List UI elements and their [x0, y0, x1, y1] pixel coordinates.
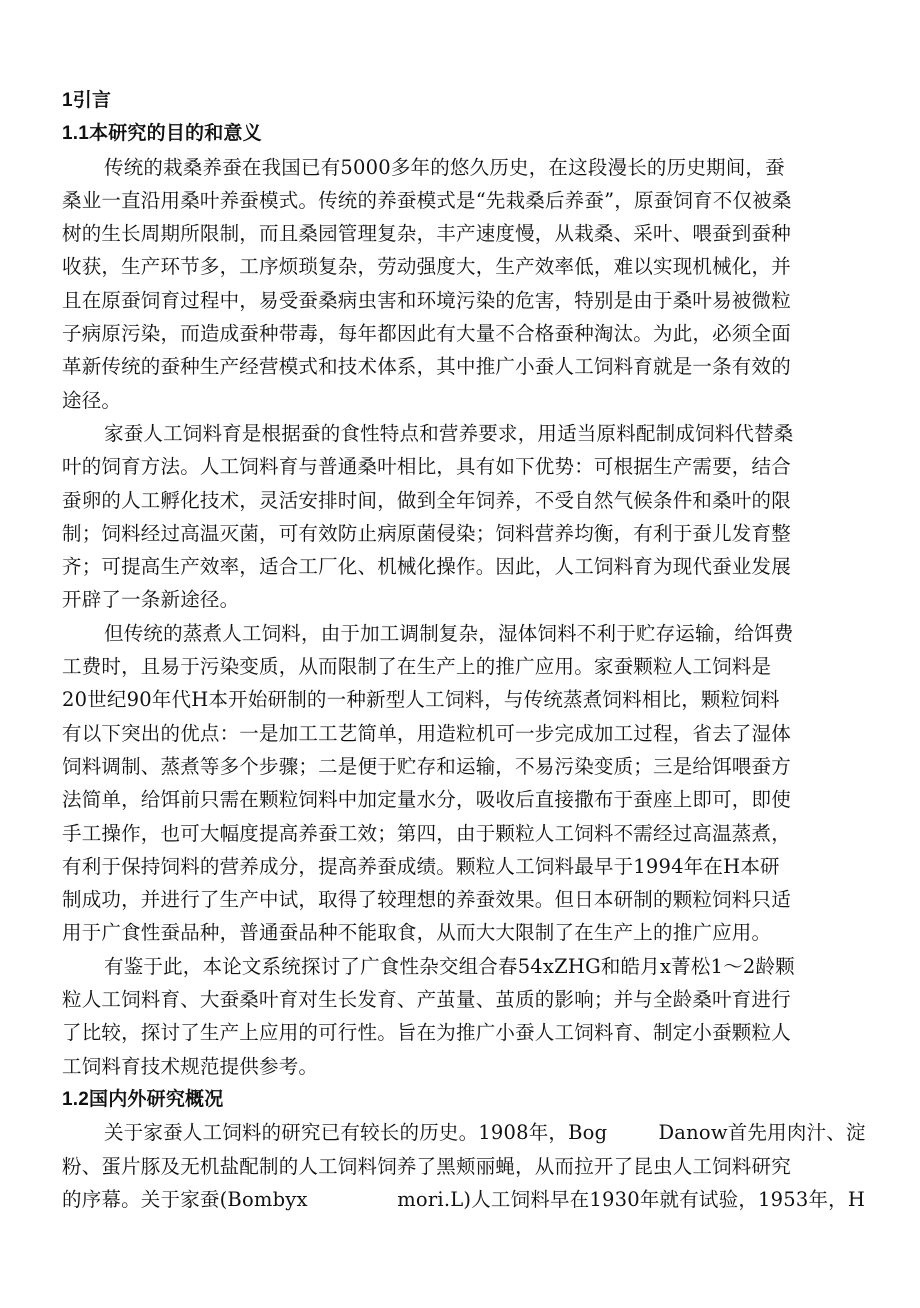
paragraph-line: 用于广食性蚕品种，普通蚕品种不能取食，从而大大限制了在生产上的推广应用。: [62, 921, 772, 945]
paragraph-line: 法简单，给饵前只需在颗粒饲料中加定量水分，吸收后直接撒布于蚕座上即可，即使: [62, 788, 791, 812]
paragraph-line: 粒人工饲料育、大蚕桑叶育对生长发育、产茧量、茧质的影响；并与全龄桑叶育进行: [62, 988, 791, 1012]
paragraph-line: 手工操作，也可大幅度提高养蚕工效；第四，由于颗粒人工饲料不需经过高温蒸煮，: [62, 821, 791, 845]
paragraph-line: 但传统的蒸煮人工饲料，由于加工调制复杂，湿体饲料不利于贮存运输，给饵费: [104, 621, 794, 645]
paragraph-line: 关于家蚕人工饲料的研究已有较长的历史。1908年，Bog Danow首先用肉汁、淀: [104, 1121, 866, 1145]
paragraph-line: 20世纪90年代H本开始研制的一种新型人工饲料，与传统蒸煮饲料相比，颗粒饲料: [62, 688, 780, 712]
paragraph-line: 的序幕。关于家蚕(Bombyx mori.L)人工饲料早在1930年就有试验，1953年，H: [62, 1187, 866, 1211]
paragraph-line: 有鉴于此，本论文系统探讨了广食性杂交组合春54xZHG和皓月x菁松1～2龄颗: [104, 954, 795, 978]
paragraph-line: 革新传统的蚕种生产经营模式和技术体系，其中推广小蚕人工饲料育就是一条有效的: [62, 355, 791, 379]
heading-text: 1引言: [62, 90, 112, 111]
paragraph-line: 制成功，并进行了生产中试，取得了较理想的养蚕效果。但日本研制的颗粒饲料只适: [62, 888, 791, 912]
paragraph-line: 蚕卵的人工孵化技术，灵活安排时间，做到全年饲养，不受自然气候条件和桑叶的限: [62, 488, 791, 512]
paragraph-line: 且在原蚕饲育过程中，易受蚕桑病虫害和环境污染的危害，特别是由于桑叶易被微粒: [62, 288, 791, 312]
paragraph-line: 传统的栽桑养蚕在我国已有5000多年的悠久历史，在这段漫长的历史期间，蚕: [104, 155, 785, 179]
paragraph-line: 子病原污染，而造成蚕种带毒，每年都因此有大量不合格蚕种淘汰。为此，必须全面: [62, 322, 791, 346]
paragraph-line: 开辟了一条新途径。: [62, 588, 240, 612]
section-1-2-heading: [62, 1083, 862, 1116]
paragraph-line: 制；饲料经过高温灭菌，可有效防止病原菌侵染；饲料营养均衡，有利于蚕儿发育整: [62, 521, 791, 545]
paragraph-2: [62, 417, 862, 617]
paragraph-line: 桑业一直沿用桑叶养蚕模式。传统的养蚕模式是“先栽桑后养蚕”，原蚕饲育不仅被桑: [62, 188, 792, 212]
paragraph-line: 叶的饲育方法。人工饲料育与普通桑叶相比，具有如下优势：可根据生产需要，结合: [62, 455, 791, 479]
paragraph-1: [62, 151, 862, 417]
section-1-heading: [62, 84, 862, 117]
paragraph-line: 饲料调制、蒸煮等多个步骤；二是便于贮存和运输，不易污染变质；三是给饵喂蚕方: [62, 754, 791, 778]
paragraph-4: [62, 950, 862, 1083]
paragraph-line: 粉、蛋片豚及无机盐配制的人工饲料饲养了黑颊丽蝇，从而拉开了昆虫人工饲料研究: [62, 1154, 791, 1178]
paragraph-3: [62, 617, 862, 950]
paragraph-line: 家蚕人工饲料育是根据蚕的食性特点和营养要求，用适当原料配制成饲料代替桑: [104, 421, 794, 445]
heading-text: 1.2国内外研究概况: [62, 1088, 224, 1110]
paragraph-line: 了比较，探讨了生产上应用的可行性。旨在为推广小蚕人工饲料育、制定小蚕颗粒人: [62, 1021, 791, 1045]
paragraph-line: 途径。: [62, 388, 122, 412]
paragraph-line: 有利于保持饲料的营养成分，提高养蚕成绩。颗粒人工饲料最早于1994年在H本研: [62, 854, 780, 878]
paragraph-line: 齐；可提高生产效率，适合工厂化、机械化操作。因此，人工饲料育为现代蚕业发展: [62, 555, 791, 579]
paragraph-line: 有以下突出的优点：一是加工工艺简单，用造粒机可一步完成加工过程，省去了湿体: [62, 721, 791, 745]
paragraph-line: 树的生长周期所限制，而且桑园管理复杂，丰产速度慢，从栽桑、采叶、喂蚕到蚕种: [62, 222, 791, 246]
document-body: [62, 84, 866, 1216]
paragraph-line: 工饲料育技术规范提供参考。: [62, 1054, 319, 1078]
paragraph-line: 收获，生产环节多，工序烦琐复杂，劳动强度大，生产效率低，难以实现机械化，并: [62, 255, 791, 279]
paragraph-line: 工费时，且易于污染变质，从而限制了在生产上的推广应用。家蚕颗粒人工饲料是: [62, 655, 772, 679]
heading-text: 1.1本研究的目的和意义: [62, 123, 262, 145]
paragraph-5: [62, 1116, 866, 1216]
section-1-1-heading: [62, 117, 862, 150]
